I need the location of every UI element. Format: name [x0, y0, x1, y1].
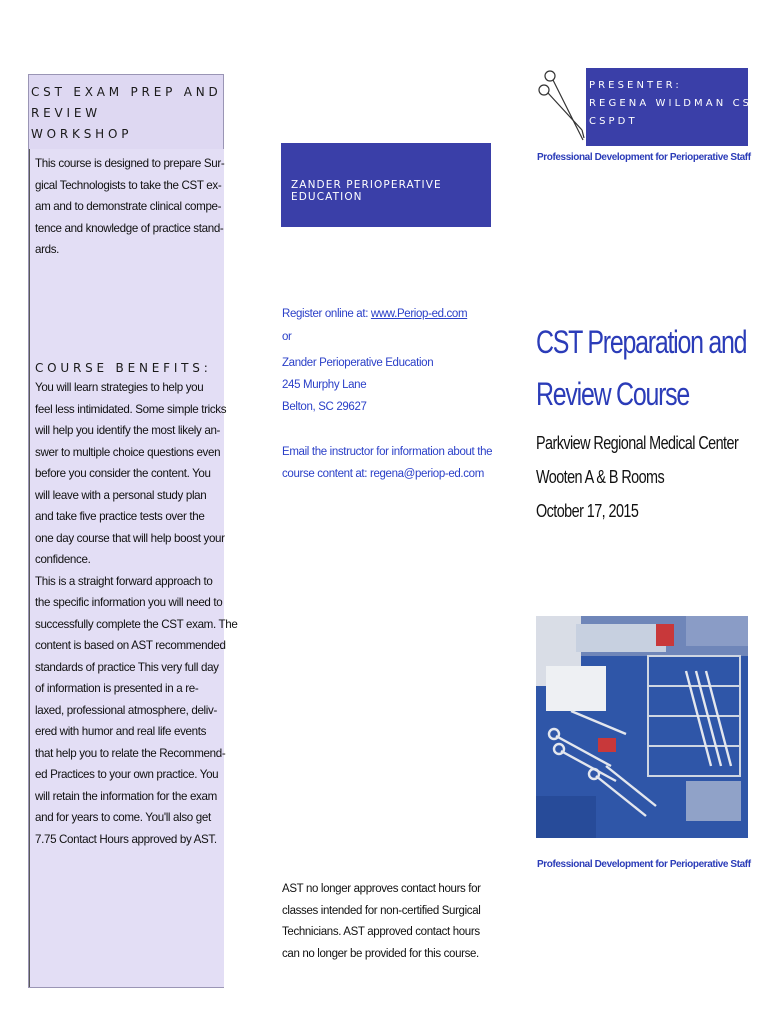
benefits-line: and take five practice tests over the — [35, 510, 205, 523]
benefits-line: confidence. — [35, 553, 91, 566]
workshop-title-header — [29, 75, 223, 149]
register-prefix: Register online at: — [282, 308, 371, 320]
intro-line: am and to demonstrate clinical compe- — [35, 200, 222, 213]
workshop-title-line: WORKSHOP — [31, 127, 133, 141]
org-name: Zander Perioperative Education — [282, 357, 434, 369]
event-details — [536, 426, 770, 528]
event-date: October 17, 2015 — [536, 501, 639, 521]
ast-note — [282, 879, 492, 965]
course-title-line: Review Course — [536, 376, 690, 412]
benefits-line: successfully complete the CST exam. The — [35, 617, 238, 631]
presenter-banner — [536, 68, 768, 146]
benefits-line: ed Practices to your own practice. You — [35, 768, 219, 781]
benefits-paragraph — [35, 377, 238, 850]
ast-note-line: can no longer be provided for this course. — [282, 947, 479, 960]
intro-line: tence and knowledge of practice stand- — [35, 221, 224, 235]
intro-paragraph — [35, 153, 223, 261]
email-line: course content at: regena@periop-ed.com — [282, 468, 484, 480]
benefits-line: 7.75 Contact Hours approved by AST. — [35, 832, 217, 846]
benefits-line: You will learn strategies to help you — [35, 381, 204, 394]
benefits-line: This is a straight forward approach to — [35, 574, 213, 588]
workshop-title-line: REVIEW — [31, 106, 101, 120]
benefits-line: that help you to relate the Recommend- — [35, 746, 226, 760]
workshop-title-line: CST EXAM PREP AND — [31, 85, 222, 99]
benefits-line: ered with humor and real life events — [35, 725, 207, 738]
course-title-line: CST Preparation and — [536, 324, 747, 360]
benefits-line: will leave with a personal study plan — [35, 488, 207, 502]
benefits-heading: COURSE BENEFITS: — [35, 361, 212, 375]
benefits-line: one day course that will help boost your — [35, 531, 225, 545]
org-banner — [281, 143, 491, 227]
room: Wooten A & B Rooms — [536, 467, 665, 487]
ast-note-line: classes intended for non-certified Surgical — [282, 904, 481, 917]
city-address: Belton, SC 29627 — [282, 401, 367, 413]
venue: Parkview Regional Medical Center — [536, 433, 739, 453]
surgical-scissors-icon — [536, 68, 586, 146]
course-description-panel — [29, 149, 238, 987]
benefits-line: will help you identify the most likely an- — [35, 424, 221, 437]
register-link[interactable]: www.Periop-ed.com — [370, 308, 468, 320]
benefits-line: content is based on AST recommended — [35, 639, 226, 652]
or-text: or — [282, 331, 292, 343]
register-line — [282, 308, 467, 320]
benefits-line: standards of practice This very full day — [35, 660, 219, 674]
presenter-credentials: CSPDT — [589, 116, 638, 127]
benefits-line: laxed, professional atmosphere, deliv- — [35, 703, 217, 717]
surgical-instruments-photo — [536, 616, 748, 838]
benefits-line: the specific information you will need to — [35, 596, 223, 609]
benefits-line: of information is presented in a re- — [35, 682, 199, 695]
benefits-line: will retain the information for the exam — [35, 789, 217, 803]
benefits-line: before you consider the content. You — [35, 467, 211, 480]
ast-note-line: Technicians. AST approved contact hours — [282, 926, 480, 938]
intro-line: This course is designed to prepare Sur- — [35, 157, 225, 170]
ast-note-line: AST no longer approves contact hours for — [282, 883, 481, 895]
org-banner-label: ZANDER PERIOPERATIVE EDUCATION — [291, 179, 442, 203]
course-title — [536, 316, 770, 420]
street-address: 245 Murphy Lane — [282, 379, 367, 391]
benefits-line: swer to multiple choice questions even — [35, 445, 221, 459]
intro-line: gical Technologists to take the CST ex- — [35, 178, 222, 192]
presenter-name: REGENA WILDMAN CST, — [589, 98, 768, 109]
tagline: Professional Development for Perioperative Staff — [537, 859, 751, 870]
left-panel — [28, 74, 238, 988]
benefits-line: feel less intimidated. Some simple tricks — [35, 402, 227, 416]
presenter-label: PRESENTER: — [589, 80, 682, 91]
email-line: Email the instructor for information about the — [282, 446, 493, 458]
intro-line: ards. — [35, 243, 60, 256]
benefits-line: and for years to come. You'll also get — [35, 811, 211, 824]
tagline: Professional Development for Perioperative Staff — [537, 152, 751, 163]
